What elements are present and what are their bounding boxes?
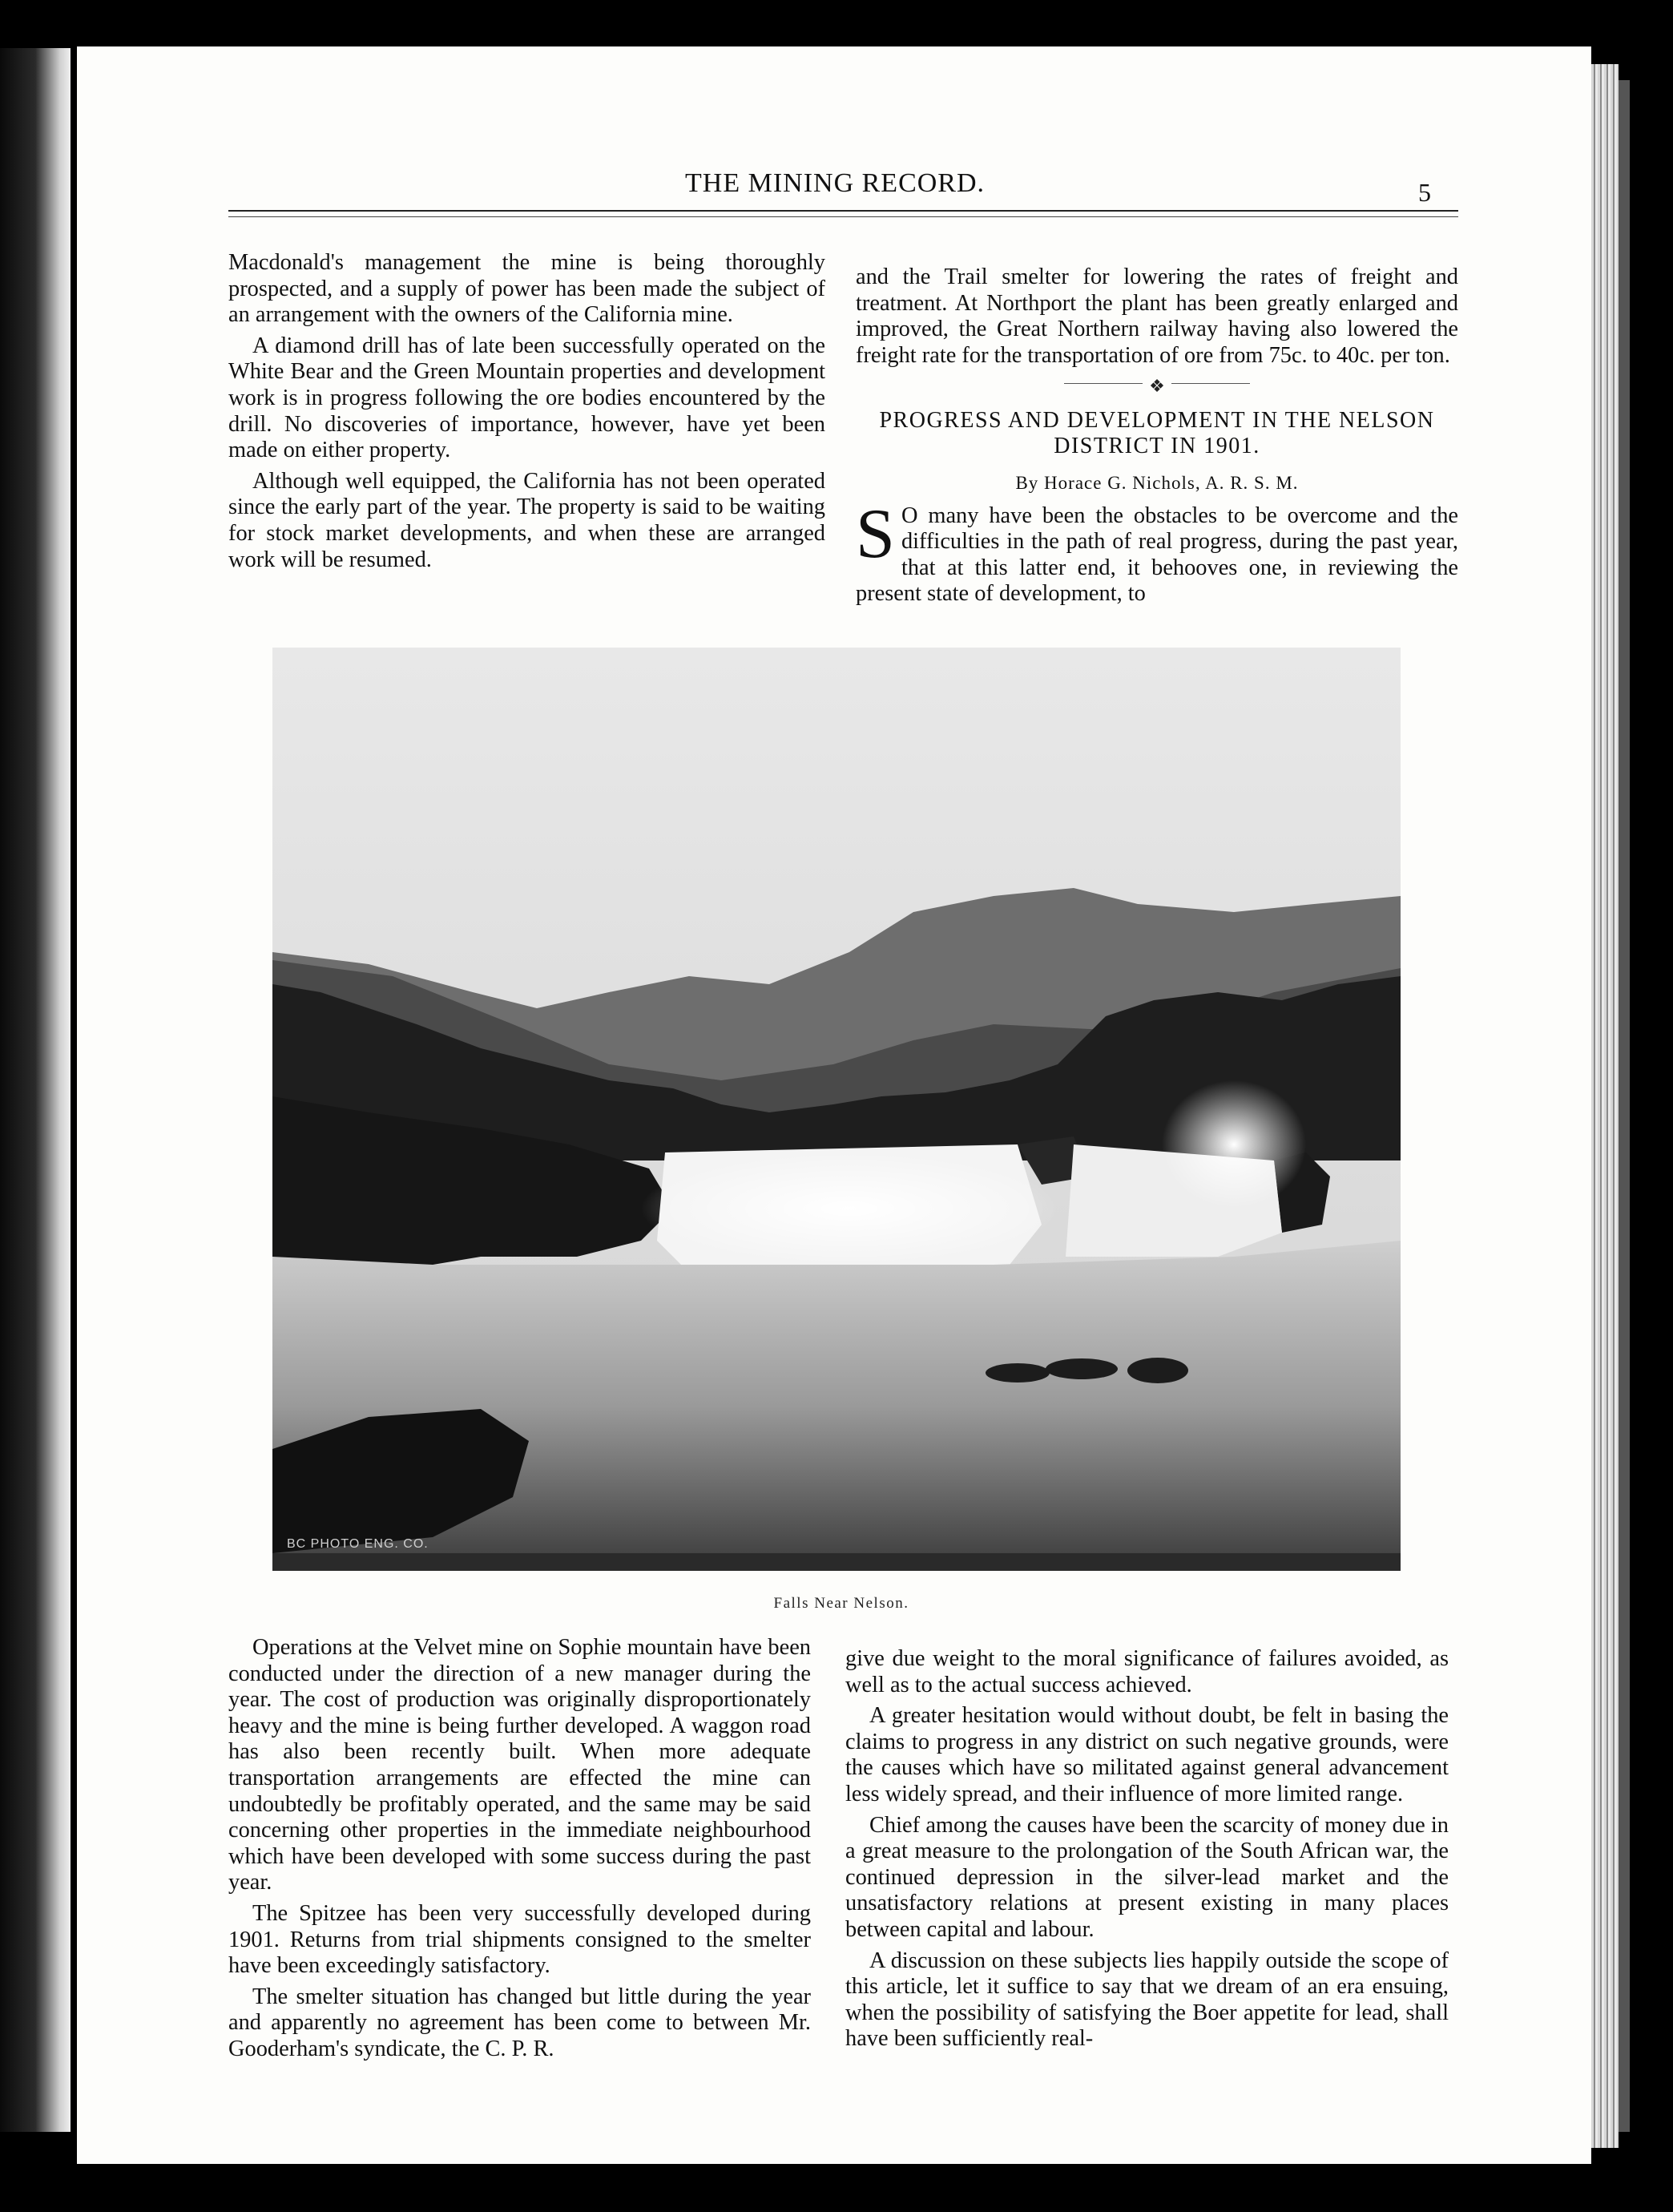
- paragraph: Although well equipped, the California has not been operated since the early part of the year. The property is said to be waiting for stock market developments, and when these are arranged work will be resumed.: [228, 468, 825, 572]
- paragraph: The smelter situation has changed but little during the year and apparently no agreement has been come to between Mr. Gooderham's syndicate, the C. P. R.: [228, 1984, 811, 2061]
- page-stack-edge: [1591, 64, 1619, 2148]
- column-top-left: [228, 250, 825, 578]
- column-top-right: [856, 264, 1458, 612]
- paragraph: Operations at the Velvet mine on Sophie mountain have been conducted under the direction of a new manager during the year. The cost of production was originally disproportionately heavy and the mine is being further developed. A waggon road has also been recently built. When more adequate transportation arrangements are effected the mine can undoubtedly be profitably operated, and the same may be said concerning other properties in the immediate neighbourhood which have been developed with some success during the past year.: [228, 1635, 811, 1895]
- binding-shadow: [1619, 80, 1630, 2132]
- paragraph: give due weight to the moral significance of failures avoided, as well as to the actual success achieved.: [845, 1646, 1449, 1697]
- article-byline: By Horace G. Nichols, A. R. S. M.: [1015, 472, 1299, 493]
- page-number: 5: [1418, 178, 1431, 207]
- paragraph: Chief among the causes have been the scarcity of money due in a great measure to the prolongation of the South African war, the continued depression in the silver-lead market and the unsatisfactory relations at present existing in many places between capital and labour.: [845, 1812, 1449, 1942]
- drop-cap: S: [856, 494, 895, 573]
- section-divider: [856, 373, 1458, 400]
- running-head: THE MINING RECORD.: [685, 168, 986, 198]
- paragraph: A discussion on these subjects lies happily outside the scope of this article, let it suffice to say that we dream of an era ensuing, when the possibility of satisfying the Boer appetite for lead, shall have been sufficiently real-: [845, 1948, 1449, 2052]
- figure-caption: Falls Near Nelson.: [773, 1595, 909, 1612]
- paragraph: Macdonald's management the mine is being thoroughly prospected, and a supply of power has been made the subject of an arrangement with the owners of the California mine.: [228, 250, 825, 328]
- engraver-credit: BC PHOTO ENG. CO.: [287, 1537, 429, 1551]
- paragraph: A greater hesitation would without doubt, be felt in basing the claims to progress in any district on such negative grounds, were the causes which have so militated against general advancement less widely spread, and their influence of more limited range.: [845, 1703, 1449, 1806]
- falls-photograph: [272, 648, 1401, 1571]
- opening-text: O many have been the obstacles to be overcome and the difficulties in the path of real progress, during the past year, that at this latter end, it behooves one, in reviewing the present state of development, to: [856, 503, 1458, 607]
- header-rule: [228, 210, 1458, 217]
- article-title: PROGRESS AND DEVELOPMENT IN THE NELSON DISTRICT IN 1901.: [879, 407, 1435, 458]
- paragraph: The Spitzee has been very successfully developed during 1901. Returns from trial shipments consigned to the smelter have been exceedingly satisfactory.: [228, 1900, 811, 1979]
- facing-page-edge: [0, 48, 71, 2132]
- opening-paragraph: [856, 494, 1458, 607]
- column-bottom-left: [228, 1635, 811, 2068]
- diamond-ornament-icon: ❖: [1143, 376, 1171, 396]
- paragraph: A diamond drill has of late been successfully operated on the White Bear and the Green Mountain properties and development work is in progress following the ore bodies encountered by the drill. No discoveries of importance, however, have yet been made on either property.: [228, 333, 825, 463]
- column-bottom-right: [845, 1646, 1449, 2057]
- paragraph: and the Trail smelter for lowering the rates of freight and treatment. At Northport the plant has been greatly enlarged and improved, the Great Northern railway having also lowered the freight rate for the transportation of ore from 75c. to 40c. per ton.: [856, 264, 1458, 368]
